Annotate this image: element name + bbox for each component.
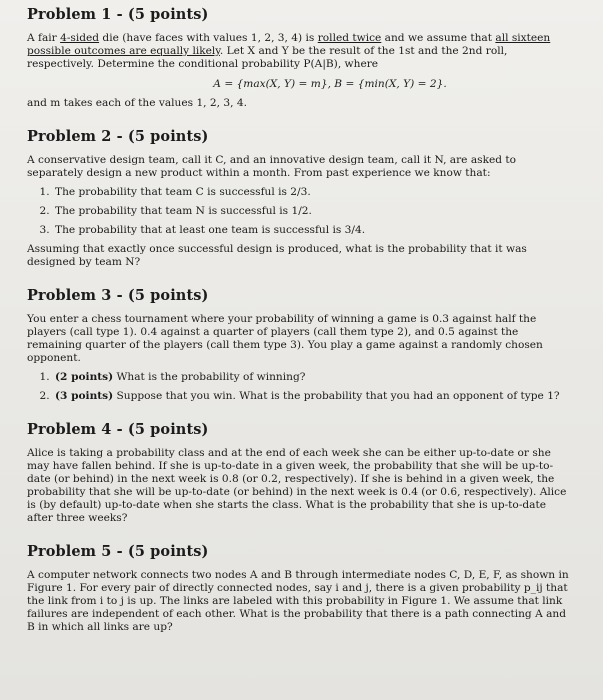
problem-1 [27,6,573,110]
problem-2 [27,128,573,269]
problem-5-title: Problem 5 - (5 points) [27,543,209,560]
problem-2-item-3: 3. The probability that at least one team is successful is 3/4. [53,224,573,237]
p1-text-c: and we assume that [381,32,496,44]
problem-3-item-2 [53,390,573,403]
problem-2-intro: A conservative design team, call it C, and an innovative design team, call it N, are asked to separately design a new product within a month. From past experience we know that: [27,154,517,179]
problem-5-body: A computer network connects two nodes A and B through intermediate nodes C, D, E, F, as shown in Figure 1. For every pair of directly connected nodes, say i and j, there is a given probability p_ij that the link from i to j is up. The links are labeled with this probability in Figure 1. We assume that link failures are independent of each other. What is the probability that there is a path connecting A and B in which all links are up? [27,569,569,633]
problem-2-question: Assuming that exactly once successful design is produced, what is the probability that it was designed by team N? [27,243,527,268]
problem-4-body: Alice is taking a probability class and at the end of each week she can be either up-to-date or she may have fallen behind. If she is up-to-date in a given week, the probability that she will be up-to-date (or behind) in the next week is 0.8 (or 0.2, respectively). If she is behind in a given week, the probability that she will be up-to-date (or behind) in the next week is 0.4 (or 0.6, respectively). Alice is (by default) up-to-date when she starts the class. What is the probability that she is up-to-date after three weeks? [27,447,567,524]
p1-text-a: A fair [27,32,61,44]
problem-1-equation: A = {max(X, Y) = m}, B = {min(X, Y) = 2}. [213,78,447,90]
problem-3-list [27,371,573,403]
problem-1-title: Problem 1 - (5 points) [27,6,209,23]
problem-3-item-1 [53,371,573,384]
p1-underline-4sided: 4-sided [60,32,100,44]
p1-text-d: . Let X and Y be the result of the 1st and the 2nd roll, respectively. Determine the conditional probability P(A|B), where [27,45,508,70]
problem-3 [27,287,573,403]
problem-1-text [27,32,573,71]
problem-3-title: Problem 3 - (5 points) [27,287,209,304]
p1-text-b: die (have faces with values 1, 2, 3, 4) is [99,32,318,44]
p1-underline-rolled-twice: rolled twice [317,32,382,44]
p3-item-2-points: (3 points) [55,390,114,402]
problem-4-title: Problem 4 - (5 points) [27,421,209,438]
p1-underline-equally-likely: all sixteen possible outcomes are equally likely [27,32,551,57]
problem-3-intro: You enter a chess tournament where your probability of winning a game is 0.3 against half the players (call type 1). 0.4 against a quarter of players (call them type 2), and 0.5 against the remaining quarter of the players (call them type 3). You play a game against a randomly chosen opponent. [27,313,543,364]
problem-5 [27,543,573,634]
p3-item-1-points: (2 points) [55,371,114,383]
p3-item-2-text: Suppose that you win. What is the probability that you had an opponent of type 1? [113,390,560,402]
problem-1-after: and m takes each of the values 1, 2, 3, 4. [27,97,247,109]
problem-4 [27,421,573,525]
problem-2-list [27,186,573,237]
problem-2-item-1: 1. The probability that team C is successful is 2/3. [53,186,573,199]
problem-2-item-2: 2. The probability that team N is successful is 1/2. [53,205,573,218]
problem-2-title: Problem 2 - (5 points) [27,128,209,145]
p3-item-1-text: What is the probability of winning? [113,371,306,383]
